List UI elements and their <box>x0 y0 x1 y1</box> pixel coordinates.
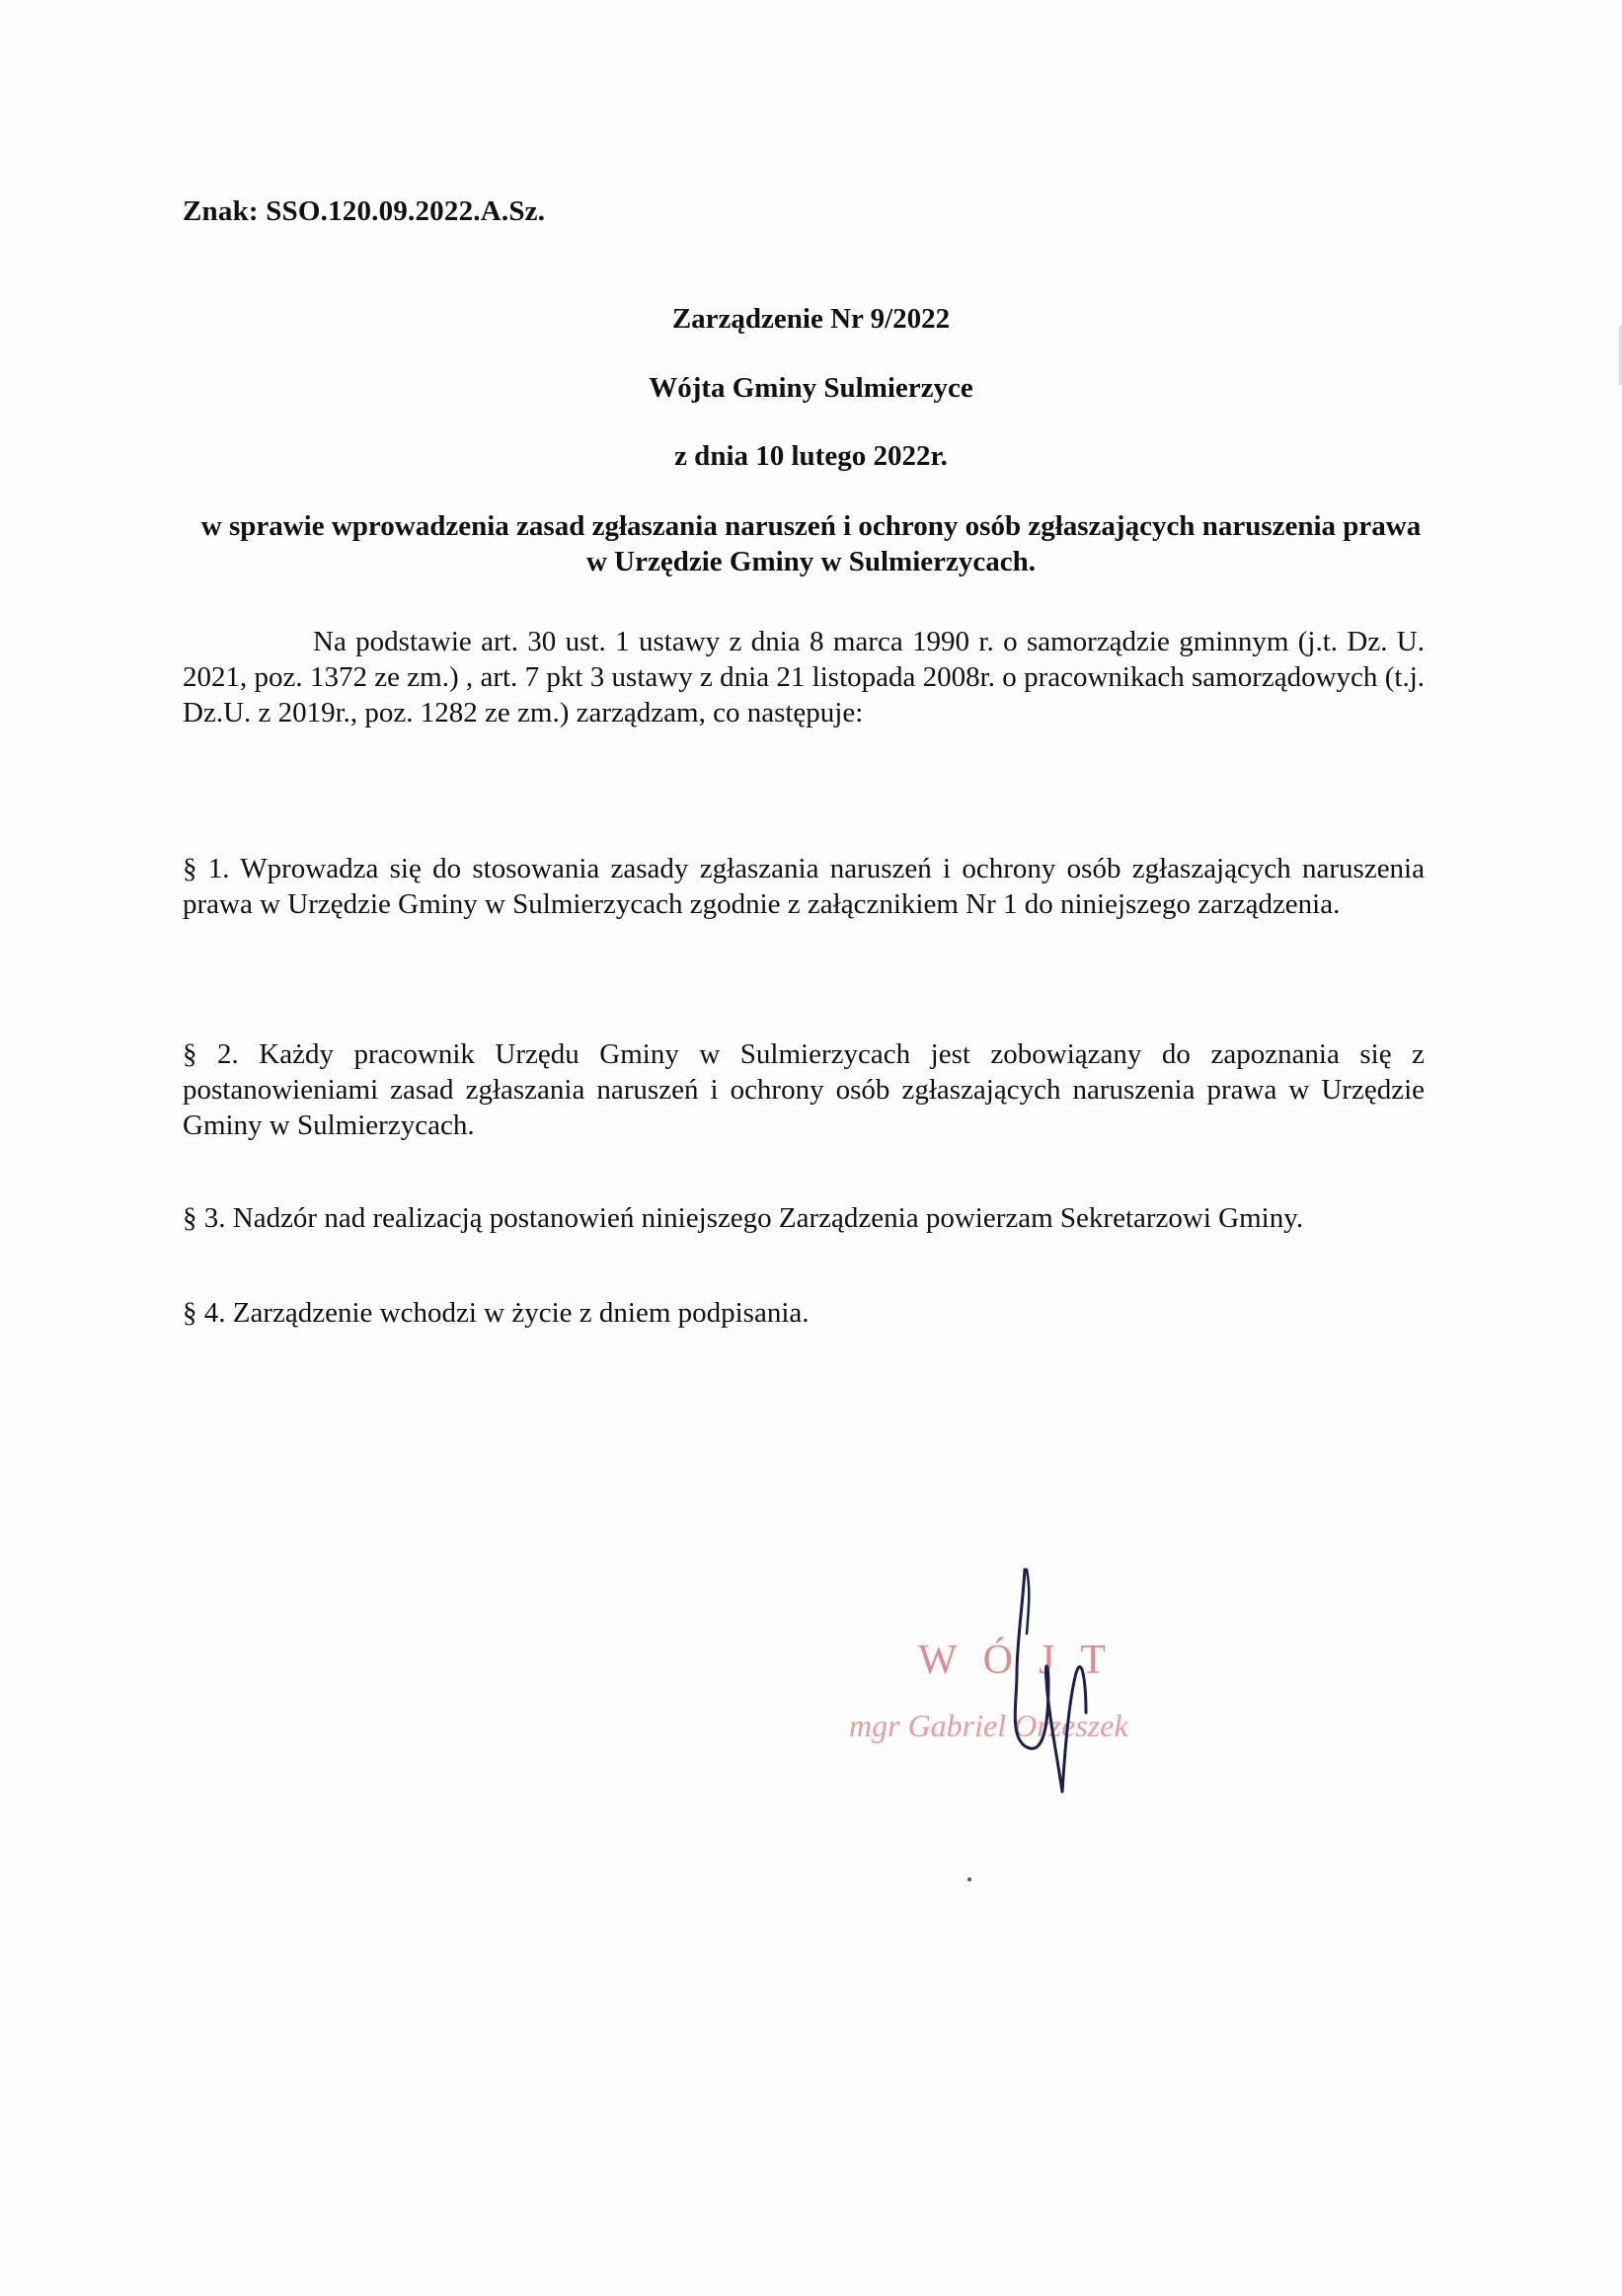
document-date: z dnia 10 lutego 2022r. <box>674 440 948 472</box>
document-title: Zarządzenie Nr 9/2022 <box>671 303 951 335</box>
document-reference: Znak: SSO.120.09.2022.A.Sz. <box>183 195 546 227</box>
paragraph-1: § 1. Wprowadza się do stosowania zasady zgłaszania naruszeń i ochrony osób zgłaszających naruszenia prawa w Urzędzie Gminy w Sulmierzycach zgodnie z załącznikiem Nr 1 do niniejszego zarządzenia. <box>183 853 1425 920</box>
stamp-name: mgr Gabriel Orzeszek <box>849 1708 1128 1743</box>
scan-speck <box>967 1877 971 1881</box>
document-issuer: Wójta Gminy Sulmierzyce <box>649 372 973 404</box>
handwritten-signature <box>987 1565 1106 1801</box>
stamp-title: WÓJT <box>918 1638 1131 1683</box>
paragraph-4: § 4. Zarządzenie wchodzi w życie z dniem podpisania. <box>183 1297 810 1329</box>
paragraph-2: § 2. Każdy pracownik Urzędu Gminy w Sulmierzycach jest zobowiązany do zapoznania się z postanowieniami zasad zgłaszania naruszeń i ochrony osób zgłaszających naruszenia prawa w Urzędzie Gminy w Sulmierzycach. <box>183 1038 1425 1141</box>
paragraph-3: § 3. Nadzór nad realizacją postanowień niniejszego Zarządzenia powierzam Sekretarzowi Gminy. <box>183 1202 1304 1234</box>
document-subject: w sprawie wprowadzenia zasad zgłaszania naruszeń i ochrony osób zgłaszających naruszenia prawa w Urzędzie Gminy w Sulmierzycach. <box>200 510 1422 577</box>
document-preamble: Na podstawie art. 30 ust. 1 ustawy z dnia 8 marca 1990 r. o samorządzie gminnym (j.t. Dz. U. 2021, poz. 1372 ze zm.) , art. 7 pkt 3 ustawy z dnia 21 listopada 2008r. o pracownikach samorządowych (t.j. Dz.U. z 2019r., poz. 1282 ze zm.) zarządzam, co następuje: <box>183 626 1425 728</box>
